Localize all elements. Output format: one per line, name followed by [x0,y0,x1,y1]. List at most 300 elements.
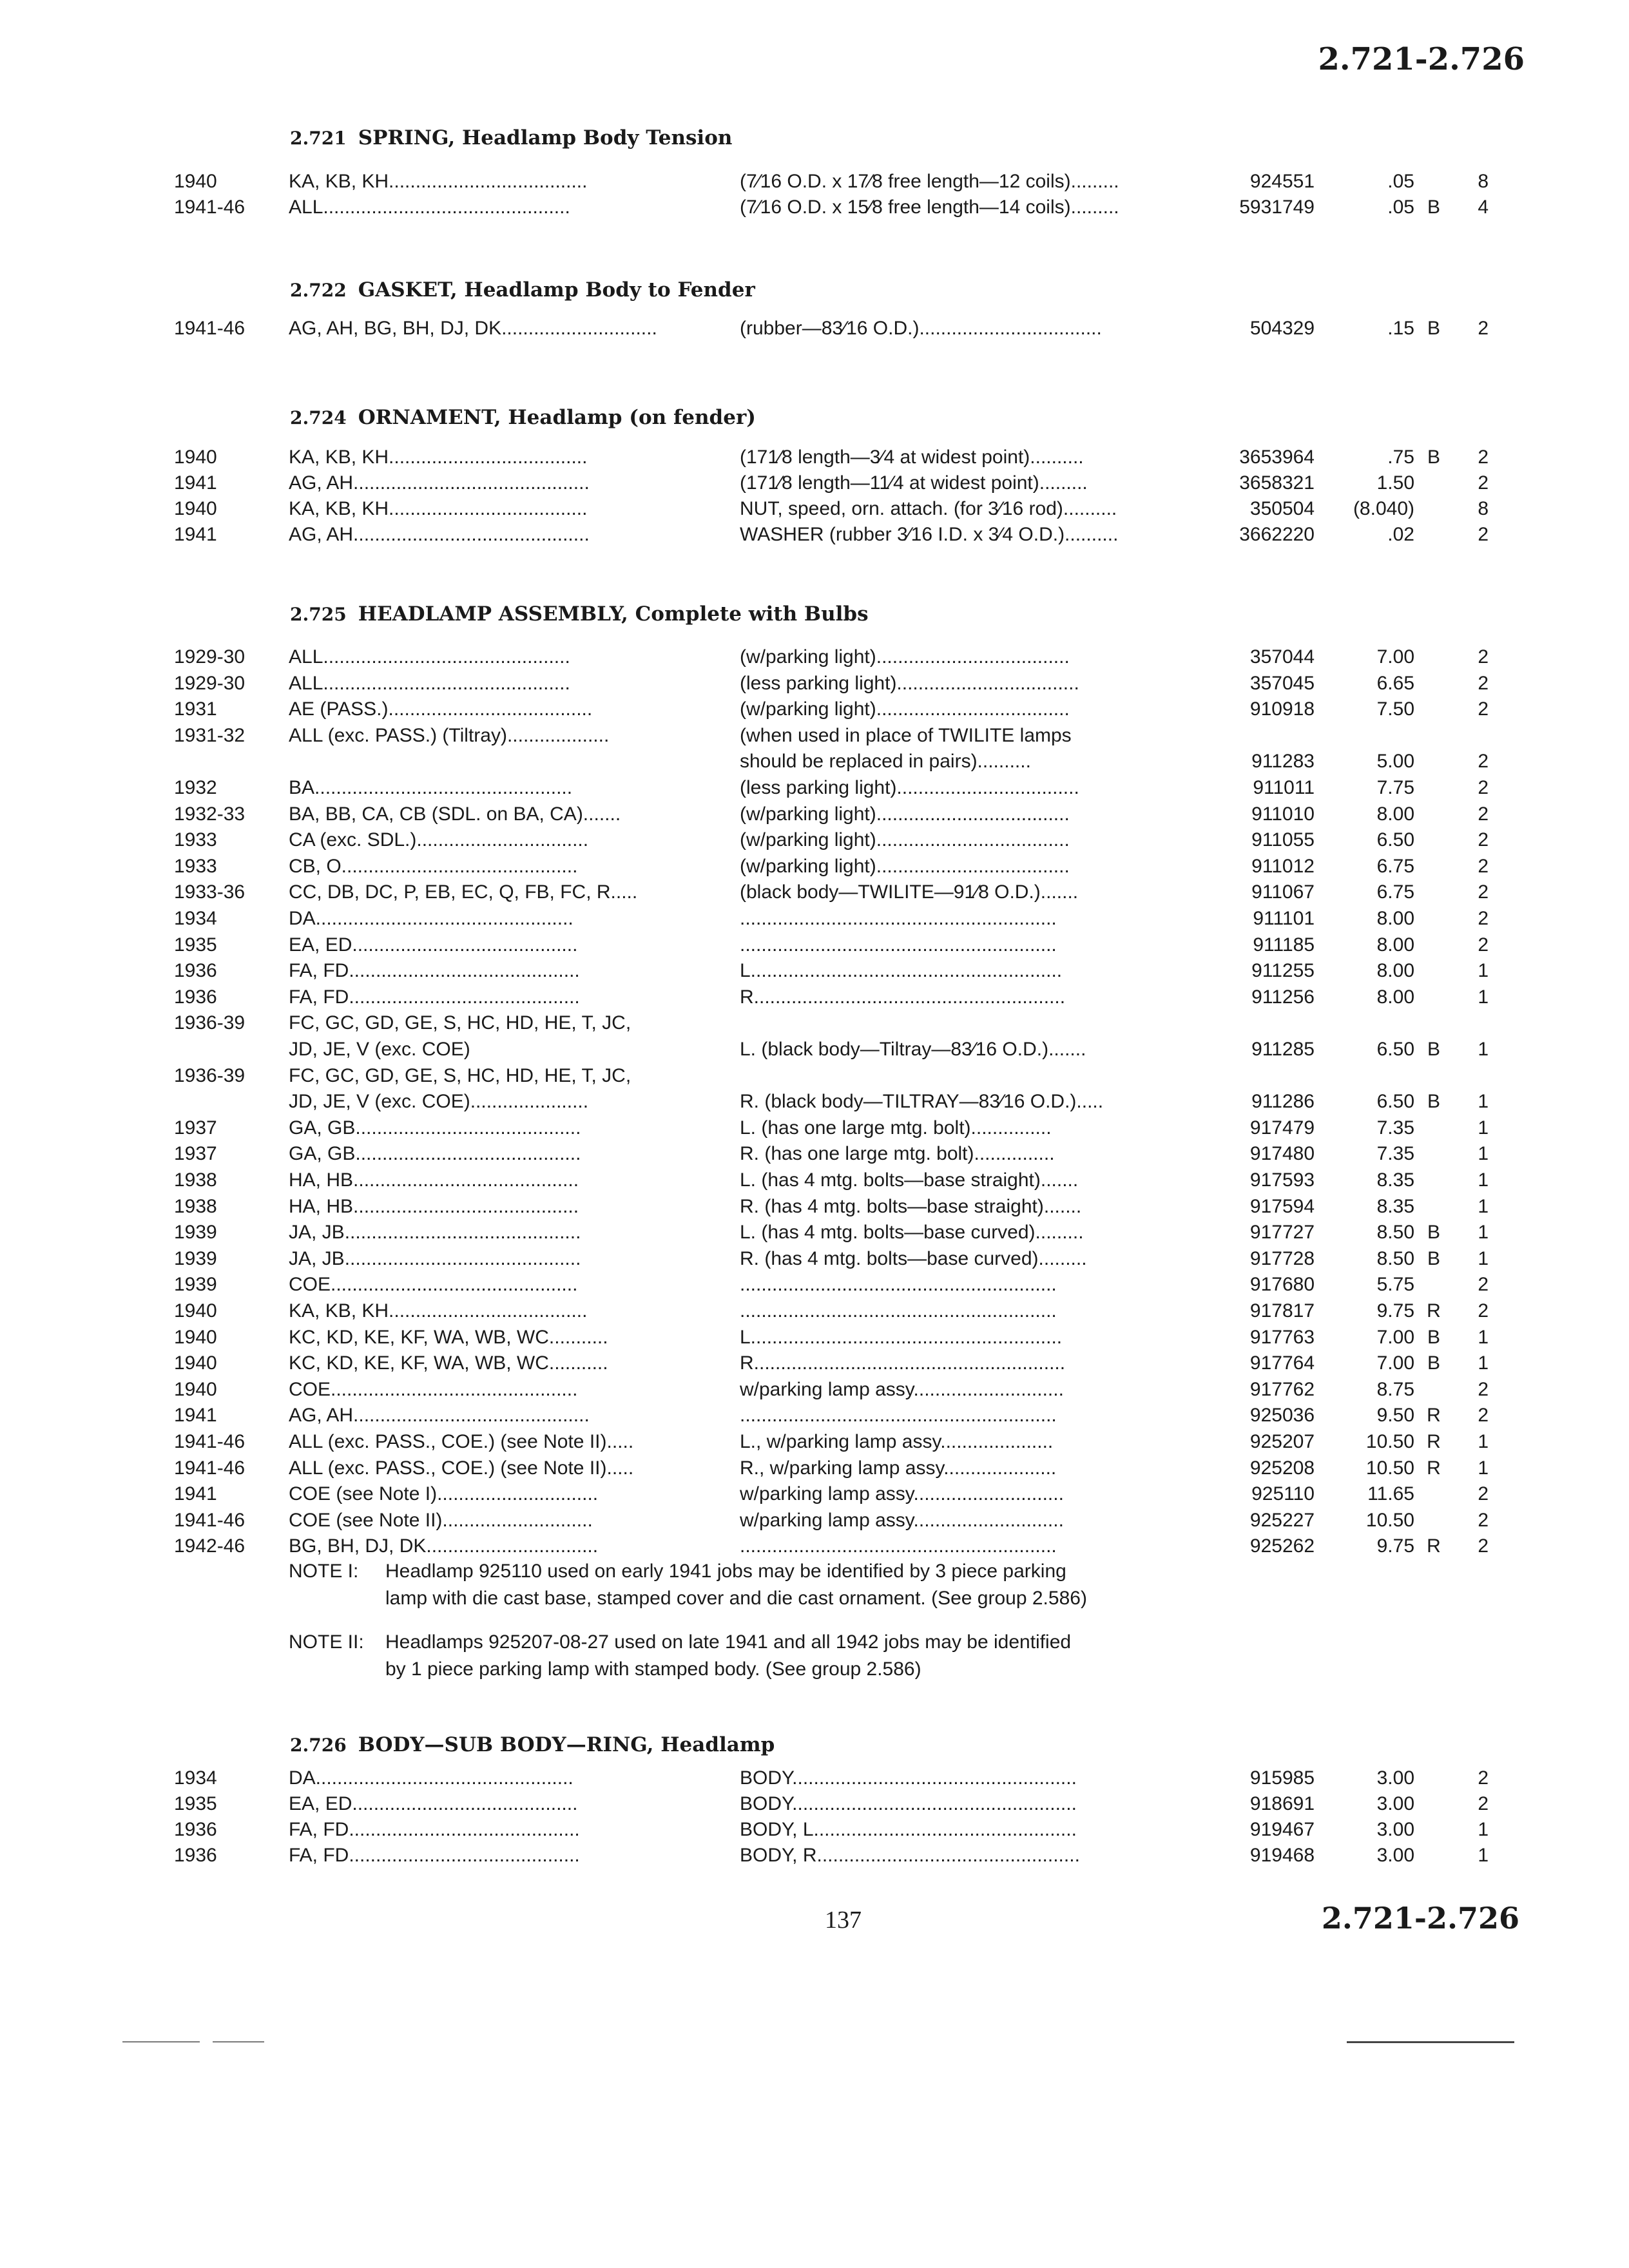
table-row [0,470,1629,496]
cell-model: AG, AH, BG, BH, DJ, DK............................. [289,318,657,339]
cell-price: 3.00 [1376,1767,1414,1789]
note-text: by 1 piece parking lamp with stamped body. (See group 2.586) [385,1658,921,1680]
table-row [0,1194,1629,1220]
cell-year: 1940 [174,1327,217,1348]
cell-part: 925110 [1251,1483,1315,1504]
cell-qty: 1 [1478,986,1489,1008]
section-number: 2.725 [290,604,347,625]
cell-part: 5931749 [1239,197,1315,218]
cell-model: AG, AH............................................ [289,524,590,545]
cell-year: 1929-30 [174,646,246,668]
cell-price: 10.50 [1365,1431,1414,1452]
cell-year: 1932 [174,777,217,798]
cell-model: BG, BH, DJ, DK................................ [289,1535,599,1557]
cell-part: 917594 [1249,1196,1315,1217]
scan-artifact-line [1347,2041,1514,2043]
cell-qty: 1 [1478,1169,1489,1191]
cell-model: FC, GC, GD, GE, S, HC, HD, HE, T, JC, [289,1065,631,1086]
cell-year: 1941 [174,472,217,494]
cell-qty: 1 [1478,1091,1489,1112]
cell-year: 1933 [174,829,217,850]
cell-qty: 2 [1478,881,1489,903]
cell-price: 7.00 [1376,646,1414,668]
cell-model: FC, GC, GD, GE, S, HC, HD, HE, T, JC, [289,1012,631,1033]
table-row [0,985,1629,1010]
cell-model: AG, AH............................................ [289,1405,590,1426]
cell-qty: 2 [1478,1535,1489,1557]
cell-year: 1937 [174,1117,217,1139]
cell-qty: 2 [1478,472,1489,494]
cell-part: 357044 [1249,646,1315,668]
section-title [290,126,732,149]
cell-part: 911255 [1251,960,1315,981]
cell-part: 504329 [1249,318,1315,339]
cell-part: 911055 [1251,829,1315,850]
cell-qty: 2 [1478,1793,1489,1814]
table-row [0,697,1629,722]
section-title [290,1733,775,1756]
section-heading: HEADLAMP ASSEMBLY, Complete with Bulbs [358,602,869,626]
cell-model: EA, ED.......................................... [289,934,578,956]
cell-desc: (171⁄8 length—3⁄4 at widest point).......... [740,447,1084,468]
cell-year: 1940 [174,447,217,468]
cell-model: ALL (exc. PASS., COE.) (see Note II)..... [289,1431,634,1452]
cell-qty: 1 [1478,1143,1489,1164]
cell-qty: 2 [1478,1379,1489,1400]
cell-qty: 1 [1478,1327,1489,1348]
cell-desc: L. (black body—Tiltray—83⁄16 O.D.)....... [740,1039,1086,1060]
cell-part: 918691 [1249,1793,1315,1814]
cell-year: 1940 [174,1379,217,1400]
table-row [0,1843,1629,1869]
cell-flag: B [1427,1039,1440,1060]
table-row [0,1141,1629,1167]
cell-flag: R [1427,1457,1441,1479]
section-number: 2.726 [290,1735,347,1756]
section-heading: BODY—SUB BODY—RING, Headlamp [358,1733,775,1756]
cell-year: 1929-30 [174,673,246,694]
cell-desc: (w/parking light).................................... [740,856,1070,877]
cell-price: .02 [1387,524,1414,545]
table-row [0,1456,1629,1481]
section-heading: SPRING, Headlamp Body Tension [358,126,733,149]
cell-desc: R. (has 4 mtg. bolts—base straight)....... [740,1196,1082,1217]
cell-price: 3.00 [1376,1819,1414,1840]
table-row [0,1533,1629,1559]
cell-year: 1941-46 [174,1510,246,1531]
cell-part: 917762 [1249,1379,1315,1400]
cell-price: 10.50 [1365,1510,1414,1531]
cell-price: 3.00 [1376,1845,1414,1866]
cell-desc: ........................................................... [740,934,1057,956]
cell-year: 1942-46 [174,1535,246,1557]
cell-price: 9.50 [1376,1405,1414,1426]
cell-model: JD, JE, V (exc. COE)...................... [289,1091,589,1112]
note-text: lamp with die cast base, stamped cover and die cast ornament. (See group 2.586) [385,1588,1087,1609]
table-row [0,854,1629,879]
cell-part: 917480 [1249,1143,1315,1164]
cell-flag: R [1427,1431,1441,1452]
table-row [0,1350,1629,1376]
cell-part: 911256 [1251,986,1315,1008]
cell-price: 9.75 [1376,1300,1414,1321]
table-row [0,1010,1629,1036]
cell-part: 924551 [1249,171,1315,192]
scan-artifact-line [122,2041,200,2042]
cell-part: 925207 [1249,1431,1315,1452]
table-row [0,1063,1629,1089]
table-row [0,1377,1629,1403]
table-row [0,169,1629,195]
cell-year: 1936 [174,1819,217,1840]
cell-model: COE (see Note II)............................ [289,1510,593,1531]
cell-price: .05 [1387,197,1414,218]
cell-price: (8.040) [1353,498,1414,519]
cell-qty: 2 [1478,777,1489,798]
cell-qty: 2 [1478,1274,1489,1295]
note-label: NOTE I: [289,1561,359,1582]
cell-desc: L.......................................................... [740,960,1063,981]
table-row [0,775,1629,801]
cell-year: 1939 [174,1222,217,1243]
cell-part: 925208 [1249,1457,1315,1479]
cell-price: 6.50 [1376,1039,1414,1060]
cell-year: 1936 [174,960,217,981]
cell-model: JA, JB............................................ [289,1248,581,1269]
cell-model: BA................................................ [289,777,573,798]
cell-price: 8.75 [1376,1379,1414,1400]
cell-price: 6.65 [1376,673,1414,694]
cell-price: 8.50 [1376,1222,1414,1243]
cell-desc: R.......................................................... [740,986,1066,1008]
cell-model: EA, ED.......................................... [289,1793,578,1814]
cell-desc: w/parking lamp assy............................ [740,1379,1064,1400]
cell-year: 1941-46 [174,318,246,339]
table-row [0,932,1629,958]
cell-price: 8.35 [1376,1196,1414,1217]
cell-desc: ........................................................... [740,1535,1057,1557]
cell-model: FA, FD........................................... [289,1845,580,1866]
table-row [0,723,1629,749]
table-row [0,906,1629,932]
cell-qty: 2 [1478,524,1489,545]
cell-qty: 2 [1478,829,1489,850]
cell-qty: 2 [1478,698,1489,720]
cell-model: JA, JB............................................ [289,1222,581,1243]
cell-price: 11.65 [1367,1483,1414,1504]
cell-qty: 1 [1478,1196,1489,1217]
cell-desc: R.......................................................... [740,1352,1066,1374]
table-row [0,522,1629,548]
cell-desc: (rubber—83⁄16 O.D.).................................. [740,318,1102,339]
cell-year: 1938 [174,1196,217,1217]
table-row [0,644,1629,670]
table-row [0,1168,1629,1193]
cell-flag: B [1427,447,1440,468]
cell-desc: ........................................................... [740,1405,1057,1426]
cell-desc: L., w/parking lamp assy..................... [740,1431,1054,1452]
cell-price: 8.00 [1376,986,1414,1008]
cell-desc: R., w/parking lamp assy..................... [740,1457,1057,1479]
cell-model: ALL (exc. PASS.) (Tiltray)................... [289,725,610,746]
cell-year: 1938 [174,1169,217,1191]
cell-year: 1941 [174,524,217,545]
table-row [0,958,1629,984]
cell-model: KA, KB, KH..................................... [289,447,588,468]
cell-part: 350504 [1249,498,1315,519]
cell-qty: 2 [1478,646,1489,668]
cell-part: 911283 [1251,751,1315,772]
cell-desc: ........................................................... [740,908,1057,929]
cell-desc: w/parking lamp assy............................ [740,1510,1064,1531]
cell-year: 1936 [174,986,217,1008]
cell-desc: ........................................................... [740,1274,1057,1295]
cell-model: COE (see Note I).............................. [289,1483,599,1504]
cell-year: 1937 [174,1143,217,1164]
cell-price: 7.75 [1376,777,1414,798]
cell-qty: 4 [1478,197,1489,218]
cell-qty: 2 [1478,751,1489,772]
cell-model: AG, AH............................................ [289,472,590,494]
cell-model: CB, O............................................ [289,856,578,877]
cell-model: ALL.............................................. [289,646,570,668]
cell-price: 10.50 [1365,1457,1414,1479]
cell-part: 911286 [1251,1091,1315,1112]
cell-price: 8.00 [1376,934,1414,956]
cell-price: 7.35 [1376,1117,1414,1139]
cell-part: 917727 [1249,1222,1315,1243]
cell-flag: B [1427,1248,1440,1269]
cell-price: 3.00 [1376,1793,1414,1814]
cell-model: ALL.............................................. [289,197,570,218]
cell-part: 917680 [1249,1274,1315,1295]
scan-artifact-line [213,2041,264,2042]
cell-qty: 1 [1478,1819,1489,1840]
cell-model: DA................................................ [289,908,574,929]
cell-flag: R [1427,1300,1441,1321]
cell-qty: 1 [1478,1457,1489,1479]
cell-part: 917593 [1249,1169,1315,1191]
cell-desc: BODY..................................................... [740,1793,1077,1814]
cell-desc: (7⁄16 O.D. x 15⁄8 free length—14 coils)......... [740,197,1119,218]
cell-part: 3658321 [1239,472,1315,494]
cell-model: FA, FD........................................... [289,986,580,1008]
cell-qty: 1 [1478,1845,1489,1866]
cell-model: KC, KD, KE, KF, WA, WB, WC........... [289,1352,608,1374]
section-number: 2.721 [290,128,347,149]
cell-qty: 2 [1478,934,1489,956]
cell-desc: R. (has one large mtg. bolt)............... [740,1143,1055,1164]
table-row [0,1298,1629,1324]
cell-part: 911101 [1253,908,1315,929]
cell-qty: 1 [1478,1248,1489,1269]
cell-price: 7.35 [1376,1143,1414,1164]
cell-flag: B [1427,197,1440,218]
cell-flag: R [1427,1405,1441,1426]
table-row [0,1481,1629,1507]
cell-model: CA (exc. SDL.)................................ [289,829,589,850]
cell-year: 1933 [174,856,217,877]
cell-desc: w/parking lamp assy............................ [740,1483,1064,1504]
cell-model: JD, JE, V (exc. COE) [289,1039,470,1060]
cell-desc: (w/parking light).................................... [740,829,1070,850]
cell-qty: 2 [1478,856,1489,877]
cell-qty: 1 [1478,1222,1489,1243]
cell-qty: 8 [1478,498,1489,519]
cell-model: HA, HB.......................................... [289,1196,579,1217]
cell-price: 7.00 [1376,1327,1414,1348]
cell-year: 1931-32 [174,725,246,746]
cell-model: GA, GB.......................................... [289,1117,581,1139]
cell-year: 1940 [174,1352,217,1374]
cell-qty: 1 [1478,960,1489,981]
cell-price: 8.00 [1376,803,1414,825]
cell-price: 6.50 [1376,829,1414,850]
table-row [0,1089,1629,1115]
cell-qty: 2 [1478,447,1489,468]
cell-flag: B [1427,1222,1440,1243]
cell-price: 5.00 [1376,751,1414,772]
cell-price: 8.50 [1376,1248,1414,1269]
cell-price: 6.50 [1376,1091,1414,1112]
cell-year: 1936-39 [174,1065,246,1086]
cell-model: CC, DB, DC, P, EB, EC, Q, FB, FC, R..... [289,881,638,903]
cell-qty: 8 [1478,171,1489,192]
cell-model: KA, KB, KH..................................... [289,498,588,519]
cell-model: KC, KD, KE, KF, WA, WB, WC........... [289,1327,608,1348]
section-number: 2.722 [290,280,347,301]
cell-year: 1935 [174,1793,217,1814]
cell-part: 3662220 [1239,524,1315,545]
table-row [0,496,1629,522]
cell-desc: WASHER (rubber 3⁄16 I.D. x 3⁄4 O.D.).......... [740,524,1119,545]
cell-model: FA, FD........................................... [289,1819,580,1840]
cell-desc: (171⁄8 length—11⁄4 at widest point)......... [740,472,1088,494]
cell-desc: (7⁄16 O.D. x 17⁄8 free length—12 coils)......... [740,171,1119,192]
section-number: 2.724 [290,407,347,428]
cell-price: 6.75 [1376,856,1414,877]
cell-year: 1933-36 [174,881,246,903]
cell-flag: B [1427,1327,1440,1348]
cell-part: 911012 [1251,856,1315,877]
header-range: 2.721-2.726 [1318,41,1525,77]
cell-part: 917817 [1249,1300,1315,1321]
cell-part: 917763 [1249,1327,1315,1348]
cell-desc: (less parking light).................................. [740,777,1079,798]
table-row [0,1272,1629,1298]
cell-qty: 1 [1478,1039,1489,1060]
section-title [290,406,756,429]
cell-price: 8.35 [1376,1169,1414,1191]
cell-desc: (black body—TWILITE—91⁄8 O.D.)....... [740,881,1079,903]
cell-desc: NUT, speed, orn. attach. (for 3⁄16 rod).......... [740,498,1117,519]
cell-model: COE.............................................. [289,1274,578,1295]
cell-part: 911011 [1253,777,1315,798]
cell-year: 1940 [174,498,217,519]
cell-qty: 2 [1478,908,1489,929]
table-row [0,1220,1629,1245]
cell-year: 1939 [174,1274,217,1295]
cell-price: .75 [1387,447,1414,468]
cell-qty: 2 [1478,1405,1489,1426]
table-row [0,1325,1629,1350]
cell-qty: 2 [1478,1483,1489,1504]
table-row [0,1429,1629,1455]
cell-part: 925262 [1249,1535,1315,1557]
cell-qty: 2 [1478,1510,1489,1531]
cell-part: 911185 [1253,934,1315,956]
table-row [0,879,1629,905]
cell-part: 917764 [1249,1352,1315,1374]
cell-part: 3653964 [1239,447,1315,468]
cell-model: FA, FD........................................... [289,960,580,981]
cell-model: KA, KB, KH..................................... [289,171,588,192]
cell-desc: (less parking light).................................. [740,673,1079,694]
cell-qty: 1 [1478,1352,1489,1374]
cell-price: 8.00 [1376,960,1414,981]
cell-model: KA, KB, KH..................................... [289,1300,588,1321]
table-row [0,316,1629,341]
cell-year: 1934 [174,1767,217,1789]
cell-qty: 2 [1478,318,1489,339]
cell-price: .05 [1387,171,1414,192]
footer-range: 2.721-2.726 [1321,1901,1519,1936]
table-row [0,445,1629,470]
cell-year: 1940 [174,171,217,192]
table-row [0,802,1629,827]
table-row [0,1791,1629,1817]
table-row [0,1403,1629,1428]
cell-desc: (when used in place of TWILITE lamps [740,725,1072,746]
cell-part: 919468 [1249,1845,1315,1866]
cell-year: 1935 [174,934,217,956]
cell-qty: 2 [1478,803,1489,825]
cell-model: AE (PASS.)...................................... [289,698,593,720]
cell-year: 1941 [174,1405,217,1426]
cell-model: ALL.............................................. [289,673,570,694]
cell-qty: 2 [1478,673,1489,694]
cell-model: DA................................................ [289,1767,574,1789]
cell-price: 1.50 [1376,472,1414,494]
section-heading: GASKET, Headlamp Body to Fender [358,278,755,302]
cell-year: 1939 [174,1248,217,1269]
cell-model: BA, BB, CA, CB (SDL. on BA, CA)....... [289,803,621,825]
cell-year: 1934 [174,908,217,929]
note-text: Headlamp 925110 used on early 1941 jobs may be identified by 3 piece parking [385,1561,1066,1582]
section-title [290,278,755,302]
cell-desc: (w/parking light).................................... [740,803,1070,825]
cell-part: 915985 [1249,1767,1315,1789]
cell-price: .15 [1387,318,1414,339]
cell-desc: should be replaced in pairs).......... [740,751,1031,772]
cell-price: 5.75 [1376,1274,1414,1295]
note-label: NOTE II: [289,1631,364,1653]
table-row [0,1508,1629,1533]
cell-year: 1941 [174,1483,217,1504]
cell-flag: B [1427,1352,1440,1374]
cell-price: 6.75 [1376,881,1414,903]
table-row [0,1115,1629,1141]
table-row [0,749,1629,774]
cell-year: 1936-39 [174,1012,246,1033]
cell-flag: B [1427,318,1440,339]
cell-part: 910918 [1249,698,1315,720]
cell-part: 917479 [1249,1117,1315,1139]
cell-desc: (w/parking light).................................... [740,646,1070,668]
cell-part: 911067 [1251,881,1315,903]
table-row [0,1246,1629,1272]
cell-year: 1936 [174,1845,217,1866]
